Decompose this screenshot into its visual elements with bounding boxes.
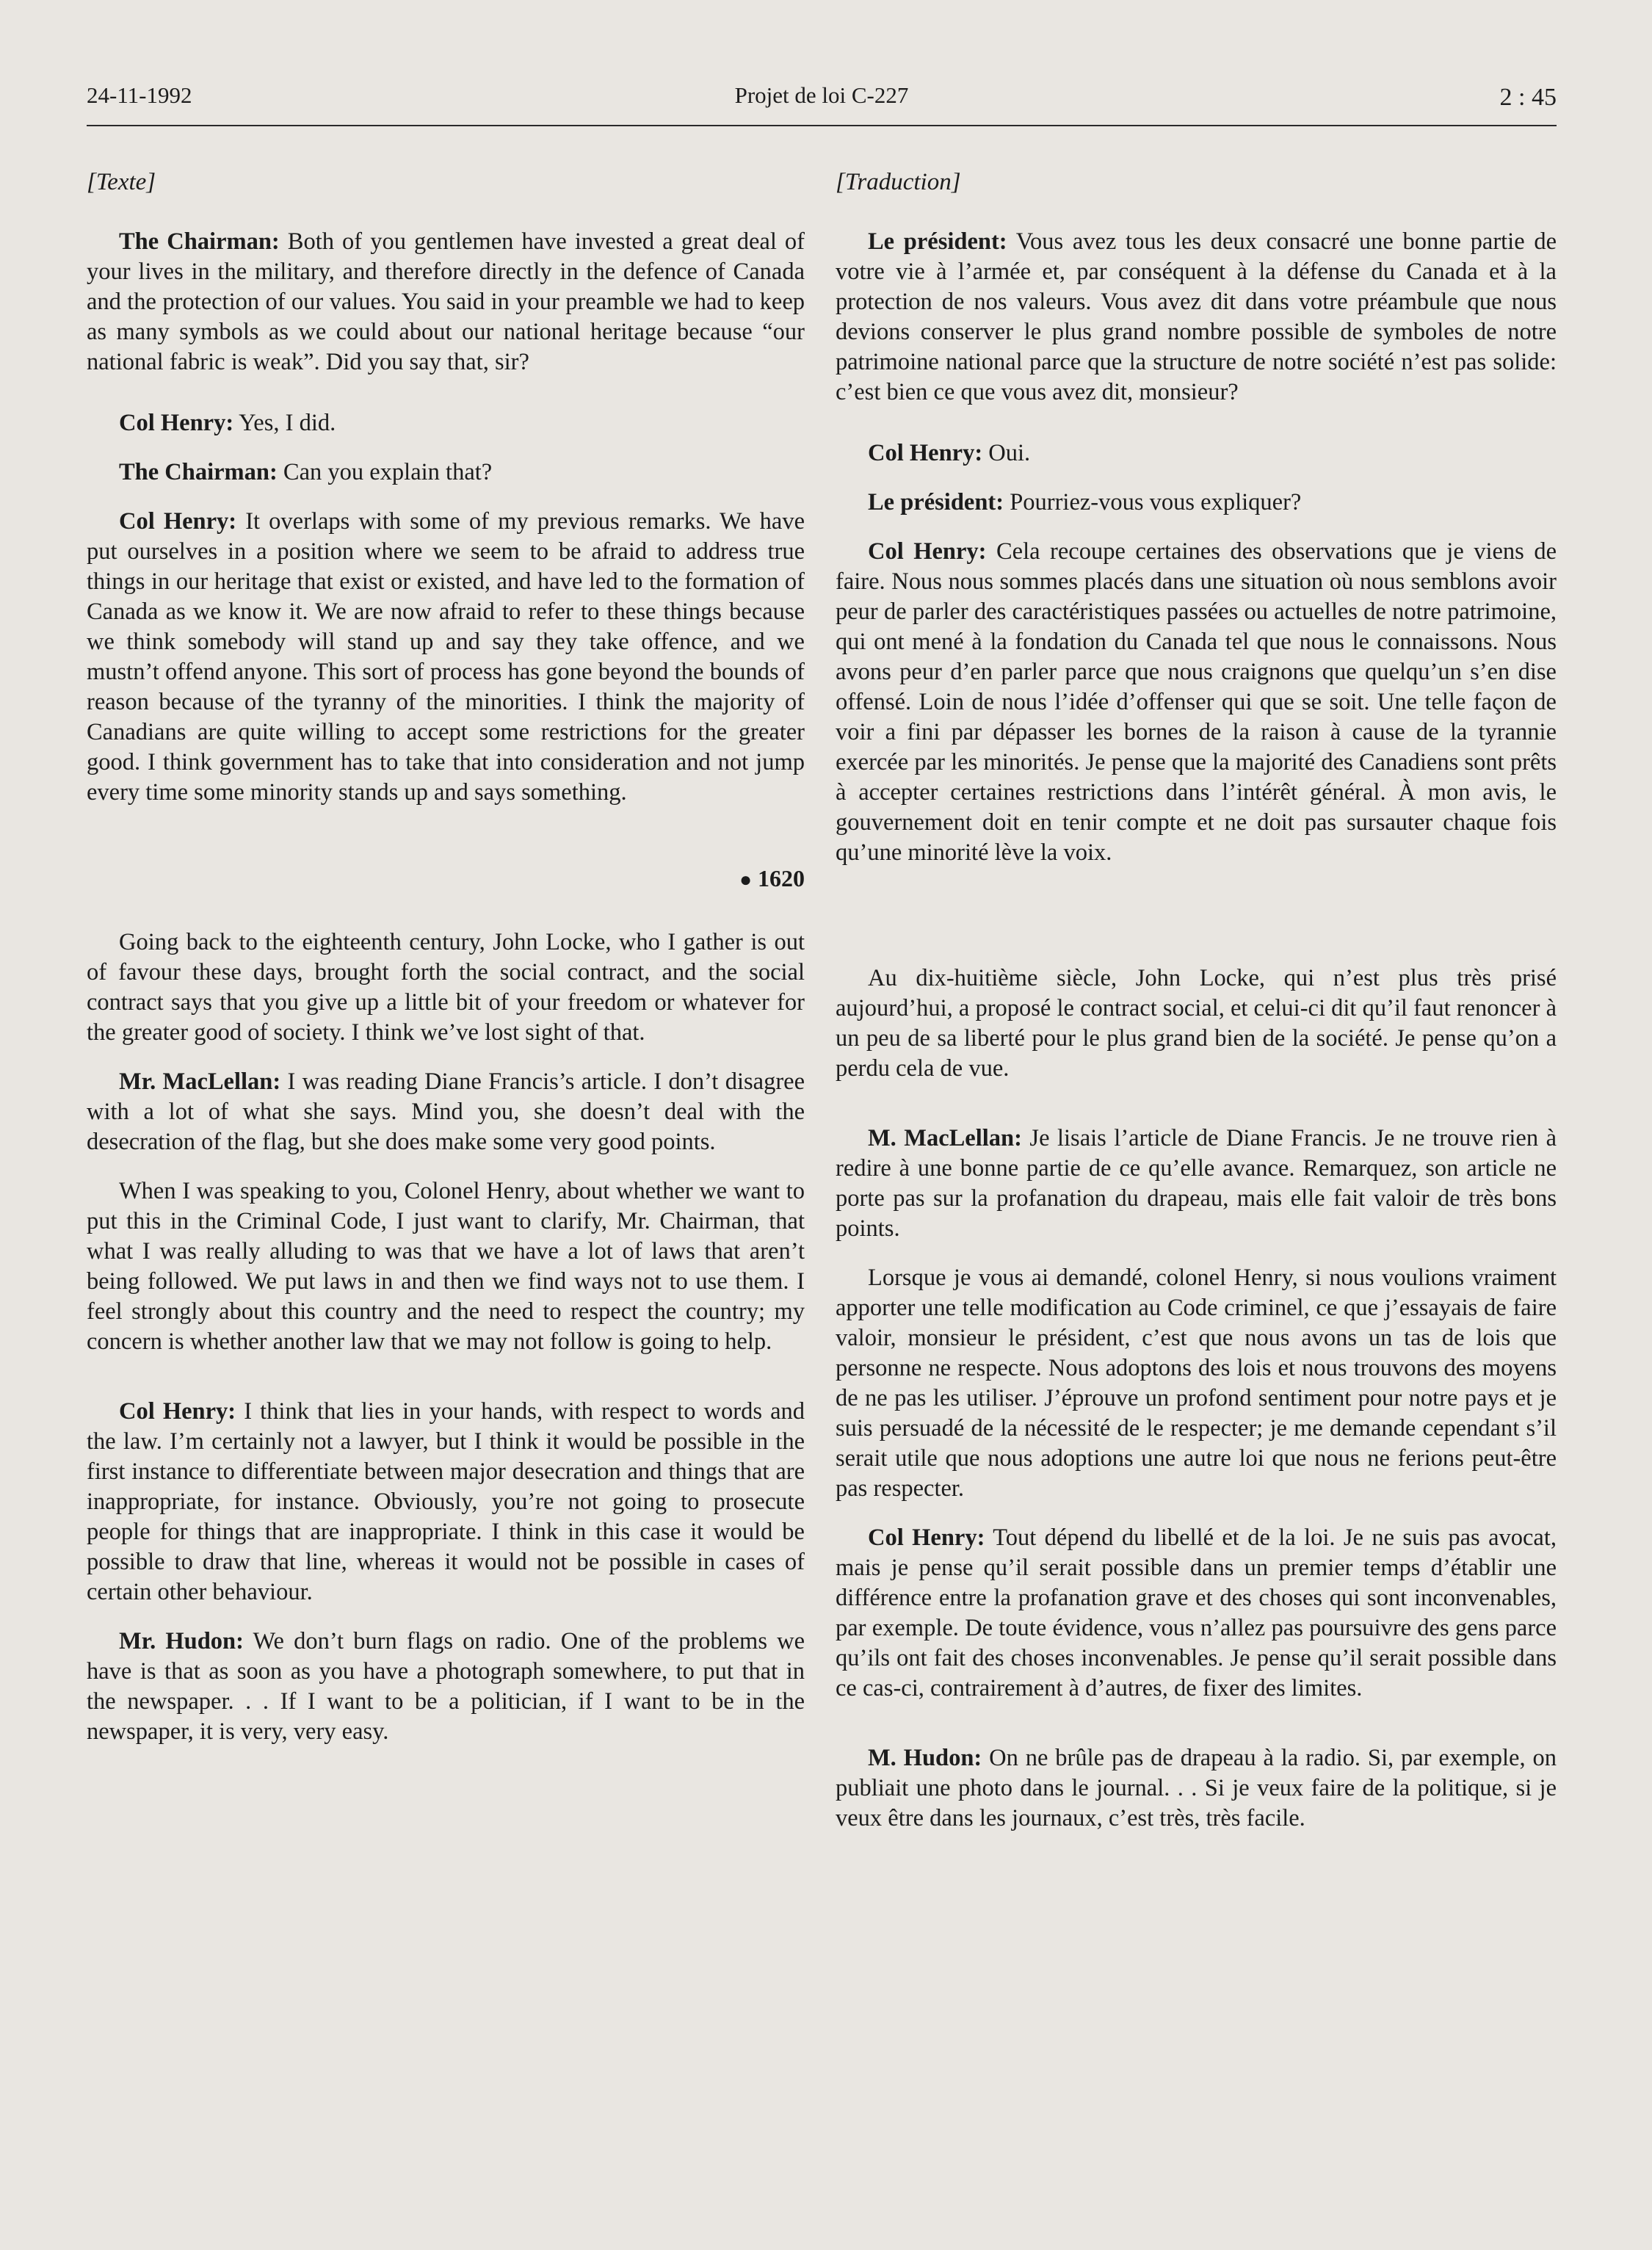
paragraph (87, 507, 805, 808)
paragraph-text: Both of you gentlemen have invested a great deal of your lives in the military, and therefore directly in the defence of Canada and the protection of our values. You said in your preamble we had to keep as many symbols as we could about our national heritage because “our national fabric is weak”. Did you say that, sir? (87, 228, 805, 375)
speaker-name: The Chairman: (119, 459, 278, 485)
speaker-name: Mr. MacLellan: (119, 1068, 281, 1095)
paragraph-text: I was reading Diane Francis’s article. I don’t disagree with a lot of what she says. Mind you, she doesn’t deal with the desecration of the flag, but she does make some very good points. (87, 1068, 805, 1155)
speaker-name: Col Henry: (868, 1524, 985, 1551)
paragraph-text: When I was speaking to you, Colonel Henry, about whether we want to put this in the Criminal Code, I just want to clarify, Mr. Chairman, that what I was really alluding to was that we have a lot of laws that aren’t being followed. We put laws in and then we find ways not to use them. I feel strongly about this country and the need to respect the country; my concern is whether another law that we may not follow is going to help. (87, 1178, 805, 1355)
speaker-name: Col Henry: (119, 508, 237, 535)
paragraph (87, 227, 805, 377)
speaker-name: Le président: (868, 228, 1007, 255)
paragraph-text: On ne brûle pas de drapeau à la radio. Si, par exemple, on publiait une photo dans le journal. . . Si je veux faire de la politique, si je veux être dans les journaux, c’est très, très facile. (836, 1745, 1557, 1831)
paragraph-text: Lorsque je vous ai demandé, colonel Henry, si nous voulions vraiment apporter une telle modification au Code criminel, ce que j’essayais de faire valoir, monsieur le président, c’est que nous avons un tas de lois que personne ne respecte. Nous adoptons des lois et nous trouvons des moyens de ne pas les utiliser. J’éprouve un profond sentiment pour notre pays et je suis persuadé de la nécessité de le respecter; je me demande cependant s’il serait utile que nous adoptions une autre loi que nous ne ferions peut-être pas respecter. (836, 1265, 1557, 1502)
paragraph (836, 1124, 1557, 1244)
paragraph-text: Au dix-huitième siècle, John Locke, qui n’est plus très prisé aujourd’hui, a proposé le contract social, et celui-ci dit qu’il faut renoncer à un peu de sa liberté pour le plus grand bien de la société. Je pense qu’on a perdu cela de vue. (836, 965, 1557, 1082)
paragraph-text: Vous avez tous les deux consacré une bonne partie de votre vie à l’armée et, par conséquent à la défense du Canada et à la protection de nos valeurs. Vous avez dit dans votre préambule que nous devions conserver le plus grand nombre possible de symboles de notre patrimoine national parce que la structure de notre société n’est pas solide: c’est bien ce que vous avez dit, monsieur? (836, 228, 1557, 405)
section-tag-text: [Texte] (87, 169, 156, 195)
header-date: 24-11-1992 (87, 82, 192, 108)
paragraph-text: Going back to the eighteenth century, John Locke, who I gather is out of favour these days, brought forth the social contract, and the social contract says that you give up a little bit of your freedom or whatever for the greater good of society. I think we’ve lost sight of that. (87, 929, 805, 1046)
speaker-name: Col Henry: (868, 440, 983, 466)
paragraph-text: We don’t burn flags on radio. One of the problems we have is that as soon as you have a photograph somewhere, to put that in the newspaper. . . If I want to be a politician, if I want to be in the newspaper, it is very, very easy. (87, 1628, 805, 1745)
french-column (836, 169, 1557, 1853)
header-title: Projet de loi C-227 (734, 82, 909, 108)
paragraph (87, 408, 805, 438)
paragraph (836, 1263, 1557, 1504)
speaker-name: Le président: (868, 489, 1004, 516)
paragraph-text: Pourriez-vous vous expliquer? (1004, 489, 1302, 516)
paragraph (836, 1743, 1557, 1834)
speaker-name: The Chairman: (119, 228, 280, 255)
paragraph (87, 1067, 805, 1157)
bullet-icon: ● (739, 869, 752, 891)
paragraph-text: Can you explain that? (277, 459, 493, 485)
paragraph (836, 963, 1557, 1084)
paragraph-text: Tout dépend du libellé et de la loi. Je ne suis pas avocat, mais je pense qu’il serait possible dans un premier temps d’établir une différence entre la profanation grave et des choses qui sont inconvenables, par exemple. De toute évidence, vous n’allez pas poursuivre des gens parce qu’ils ont fait des choses inconvenables. Je pense qu’il serait possible dans ce cas-ci, contrairement à d’autres, de fixer des limites. (836, 1524, 1557, 1701)
english-column (87, 169, 805, 1766)
speaker-name: Col Henry: (119, 1398, 236, 1425)
section-tag-traduction: [Traduction] (836, 169, 961, 195)
paragraph-text: It overlaps with some of my previous remarks. We have put ourselves in a position where we seem to be afraid to address true things in our heritage that exist or existed, and have led to the formation of Canada as we know it. We are now afraid to refer to these things because we think somebody will stand up and say they take offence, and we mustn’t offend anyone. This sort of process has gone beyond the bounds of reason because of the tyranny of the minorities. I think the majority of Canadians are quite willing to accept some restrictions for the greater good. I think government has to take that into consideration and not jump every time some minority stands up and says something. (87, 508, 805, 806)
paragraph (836, 227, 1557, 408)
speaker-name: Col Henry: (119, 410, 234, 436)
speaker-name: Mr. Hudon: (119, 1628, 244, 1654)
paragraph (87, 1397, 805, 1607)
paragraph-text: Oui. (982, 440, 1031, 466)
paragraph-text: I think that lies in your hands, with respect to words and the law. I’m certainly not a lawyer, but I think it would be possible in the first instance to differentiate between major desecration and things that are inappropriate, for instance. Obviously, you’re not going to prosecute people for things that are inappropriate. I think in this case it would be possible to draw that line, whereas it would not be possible in cases of certain other behaviour. (87, 1398, 805, 1605)
paragraph (836, 1523, 1557, 1704)
paragraph (836, 438, 1557, 469)
paragraph-text: Cela recoupe certaines des observations que je viens de faire. Nous nous sommes placés dans une situation où nous semblons avoir peur de parler des caractéristiques passées ou actuelles de notre patrimoine, qui ont mené à la fondation du Canada tel que nous le connaissons. Nous avons peur d’en parler parce que nous craignons que quelqu’un s’en dise offensé. Loin de nous l’idée d’offenser qui que se soit. Une telle façon de voir a fini par dépasser les bornes de la raison à cause de la tyrannie exercée par les minorités. Je pense que la majorité des Canadiens sont prêts à accepter certaines restrictions dans l’intérêt général. À mon avis, le gouvernement doit en tenir compte et ne doit pas sursauter chaque fois qu’une minorité lève la voix. (836, 538, 1557, 866)
speaker-name: M. Hudon: (868, 1745, 982, 1771)
header-page-number: 2 : 45 (1499, 84, 1557, 111)
time-marker (87, 865, 805, 892)
time-marker-value: 1620 (758, 865, 805, 891)
page-header (87, 82, 1557, 126)
speaker-name: Col Henry: (868, 538, 987, 565)
paragraph-text: Yes, I did. (233, 410, 336, 436)
paragraph (836, 537, 1557, 868)
paragraph (87, 1627, 805, 1747)
paragraph-text: Je lisais l’article de Diane Francis. Je ne trouve rien à redire à une bonne partie de ce qu’elle avance. Remarquez, son article ne porte pas sur la profanation du drapeau, mais elle fait valoir de très bons points. (836, 1125, 1557, 1242)
paragraph (87, 1176, 805, 1357)
speaker-name: M. MacLellan: (868, 1125, 1022, 1151)
paragraph (836, 488, 1557, 518)
paragraph (87, 457, 805, 488)
paragraph (87, 927, 805, 1048)
